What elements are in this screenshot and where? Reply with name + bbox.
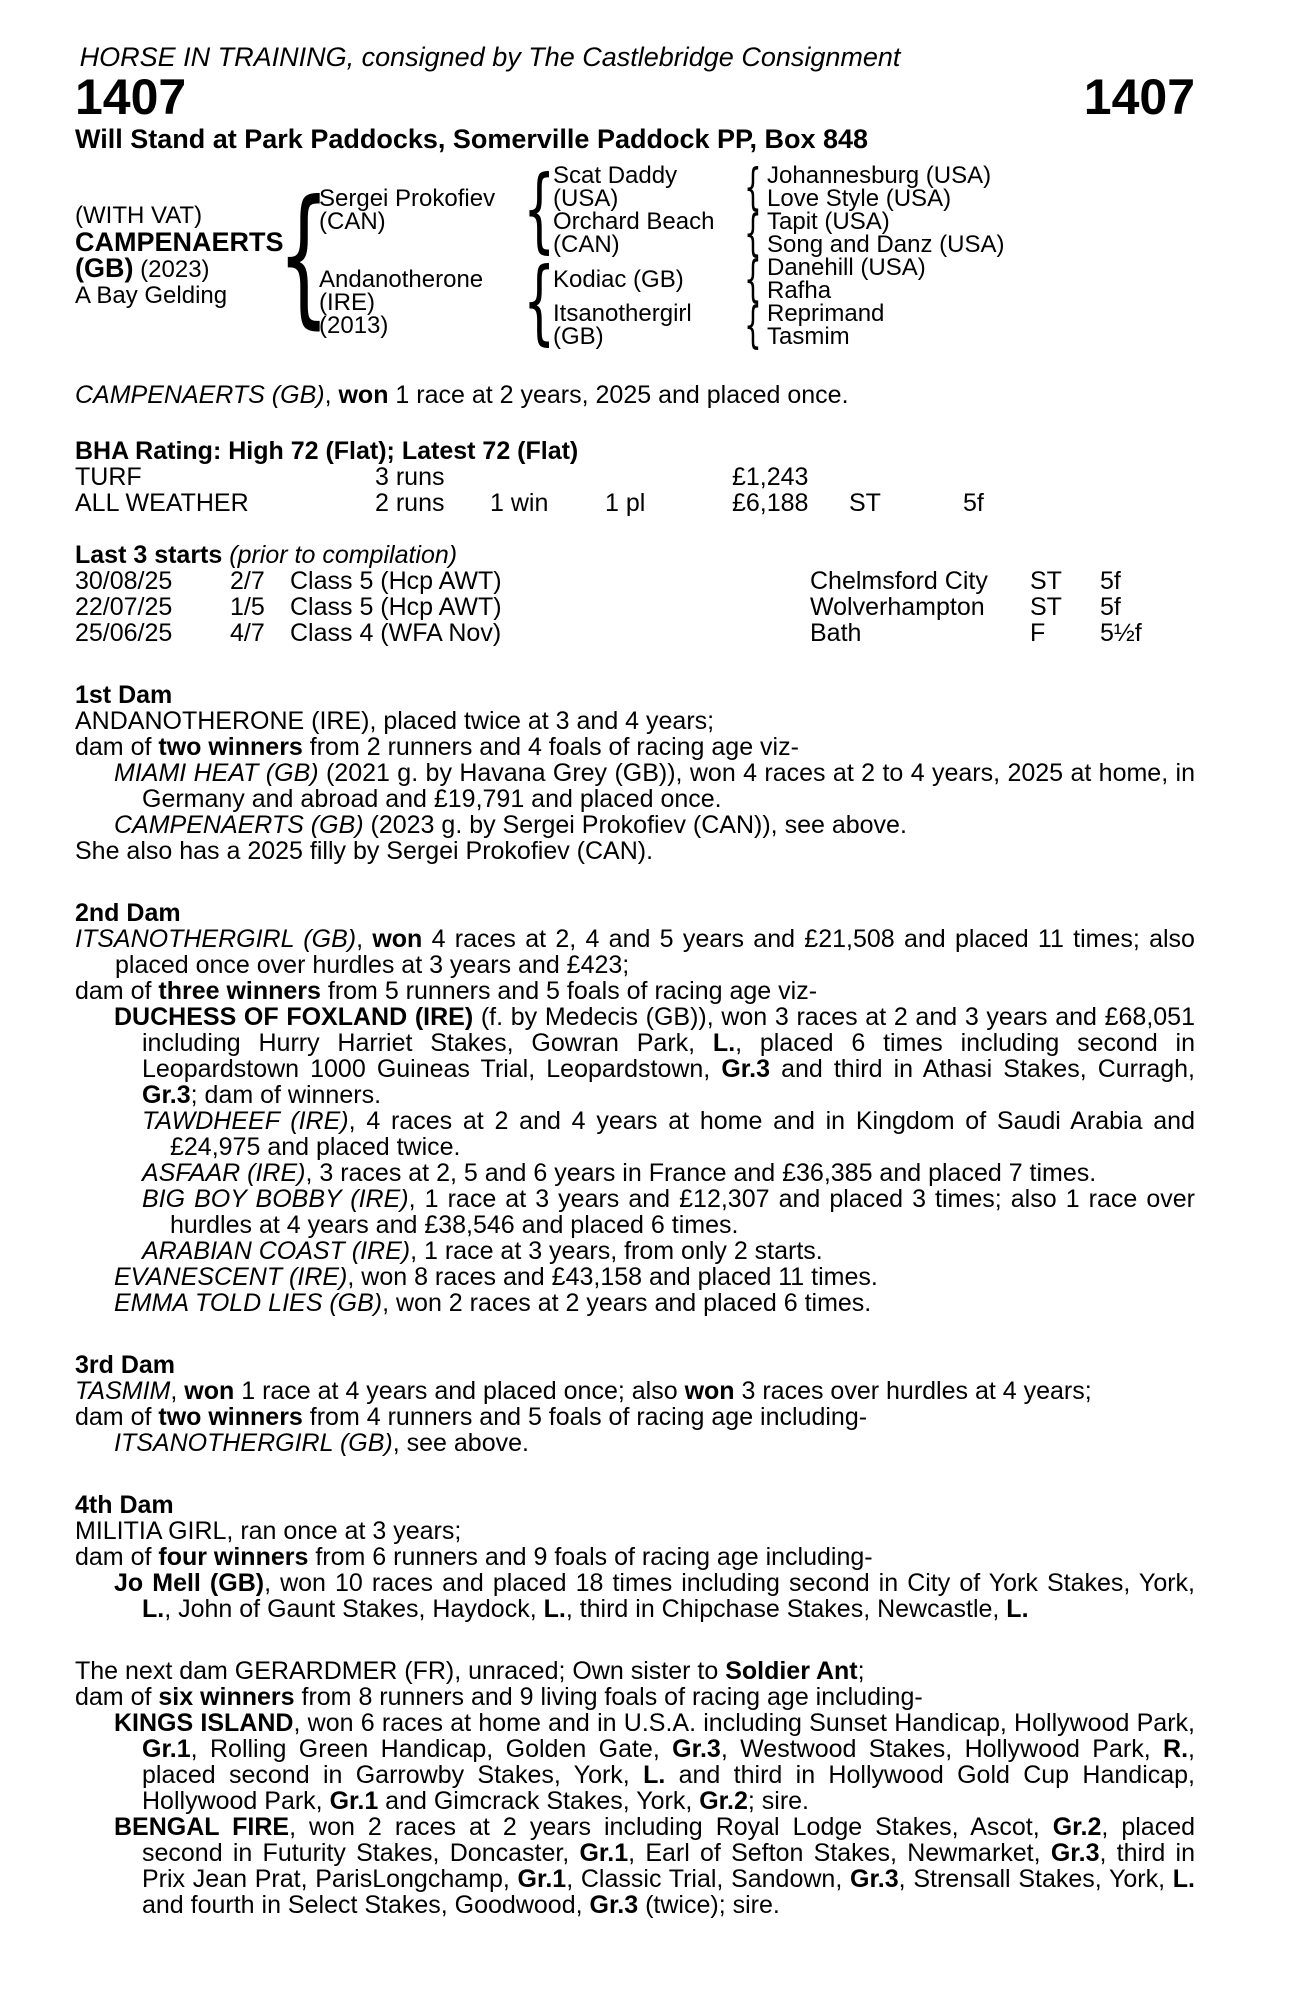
pedigree-brace: { [277,169,331,343]
section-1st-dam [75,682,1195,864]
pedigree-table [75,156,1195,355]
start-surface: ST [1030,593,1062,621]
record-cell [605,464,732,490]
pedigree-sire-sire-dam: Love Style (USA) [767,185,952,212]
start-position: 2/7 [230,567,265,595]
pedigree-dam-dam: Itsanothergirl (GB) [553,300,692,350]
dam-note-line: She also has a 2025 filly by Sergei Prokofiev (CAN). [75,837,654,865]
start-course: Wolverhampton [810,593,985,621]
record-cell: ALL WEATHER [75,489,249,517]
dam-name: Andanotherone (IRE) [319,265,484,316]
dam-record-line: MILITIA GIRL, ran once at 3 years; [75,1517,462,1545]
horse-origin: (GB) [75,253,134,283]
record-cell: ST [849,489,881,517]
entry-tawdheef: TAWDHEEF (IRE), 4 races at 2 and 4 years at home and in Kingdom of Saudi Arabia and £24,975 and placed twice. [142,1107,1195,1161]
pedigree-sire-sire-sire: Johannesburg (USA) [767,162,992,189]
start-distance: 5½f [1100,619,1142,647]
pedigree-dam-sire-dam: Rafha [767,277,832,304]
pedigree-dam-dam-sire: Reprimand [767,300,885,327]
dam-record-line: ITSANOTHERGIRL (GB), won 4 races at 2, 4 and 5 years and £21,508 and placed 11 times; also placed once over hurdles at 3 years and £423; [75,925,1195,979]
lot-number-left: 1407 [75,69,187,125]
dam-produce-line: dam of four winners from 6 runners and 9 foals of racing age including- [75,1543,873,1571]
race-record-table [75,464,1195,516]
entry-duchess-of-foxland: DUCHESS OF FOXLAND (IRE) (f. by Medecis (GB)), won 3 races at 2 and 3 years and £68,051 including Hurry Harriet Stakes, Gowran Park, L., placed 6 times including second in Leopardstown 1000 Guineas Trial, Leopardstown, Gr.3 and third in Athasi Stakes, Curragh, Gr.3; dam of winners. [114,1003,1195,1109]
entry-bengal-fire: BENGAL FIRE, won 2 races at 2 years including Royal Lodge Stakes, Ascot, Gr.2, placed second in Futurity Stakes, Doncaster, Gr.1, Earl of Sefton Stakes, Newmarket, Gr.3, third in Prix Jean Prat, ParisLongchamp, Gr.1, Classic Trial, Sandown, Gr.3, Strensall Stakes, York, L. and fourth in Select Stakes, Goodwood, Gr.3 (twice); sire. [114,1813,1195,1919]
start-position: 4/7 [230,619,265,647]
dam-record-line: TASMIM, won 1 race at 4 years and placed once; also won 3 races over hurdles at 4 years; [75,1377,1092,1405]
pedigree-dam [319,256,525,348]
consignment-line: HORSE IN TRAINING, consigned by The Castlebridge Consignment [79,42,901,72]
record-cell [490,464,605,490]
pedigree-subject [75,164,289,348]
pedigree-brace: { [522,248,556,355]
section-3rd-dam [75,1352,1195,1456]
horse-origin-year [75,255,289,283]
dam-produce-line: dam of two winners from 2 runners and 4 foals of racing age viz- [75,733,799,761]
start-distance: 5f [1100,593,1121,621]
record-cell [963,464,1195,490]
dam-year: (2013) [319,311,389,339]
pedigree-sire-dam: Orchard Beach (CAN) [553,208,715,258]
record-cell: 3 runs [375,463,445,491]
record-cell: TURF [75,463,142,491]
pedigree-sire-dam-dam: Song and Danz (USA) [767,231,1005,258]
section-heading: 1st Dam [75,681,173,709]
stand-location-line: Will Stand at Park Paddocks, Somerville Paddock PP, Box 848 [75,124,869,154]
horse-description: A Bay Gelding [75,282,228,309]
section-heading: 3rd Dam [75,1351,176,1379]
pedigree-brace: { [744,204,762,262]
entry-kings-island: KINGS ISLAND, won 6 races at home and in U.S.A. including Sunset Handicap, Hollywood Park, Gr.1, Rolling Green Handicap, Golden Gate, Gr.3, Westwood Stakes, Hollywood Park, R., placed second in Garrowby Stakes, York, L. and third in Hollywood Gold Cup Handicap, Hollywood Park, Gr.1 and Gimcrack Stakes, York, Gr.2; sire. [114,1709,1195,1815]
pedigree-sire-dam-sire: Tapit (USA) [767,208,890,235]
pedigree-sire-sire: Scat Daddy (USA) [553,162,678,212]
pedigree-brace: { [522,156,556,263]
dam-produce-line: dam of six winners from 8 runners and 9 living foals of racing age including- [75,1683,923,1711]
entry-arabian-coast: ARABIAN COAST (IRE), 1 race at 3 years, from only 2 starts. [142,1237,823,1265]
start-course: Chelmsford City [810,567,988,595]
entry-jo-mell: Jo Mell (GB), won 10 races and placed 18 times including second in City of York Stakes, York, L., John of Gaunt Stakes, Haydock, L., third in Chipchase Stakes, Newcastle, L. [114,1569,1195,1623]
record-cell: 2 runs [375,489,445,517]
entry-evanescent: EVANESCENT (IRE), won 8 races and £43,158 and placed 11 times. [114,1263,878,1291]
dam-produce-line: dam of three winners from 5 runners and 5 foals of racing age viz- [75,977,818,1005]
record-cell: 1 win [490,489,549,517]
entry-itsanothergirl: ITSANOTHERGIRL (GB), see above. [114,1429,529,1457]
record-cell: 1 pl [605,489,646,517]
start-distance: 5f [1100,567,1121,595]
start-surface: ST [1030,567,1062,595]
record-cell [849,464,963,490]
record-cell: £6,188 [732,489,809,517]
section-2nd-dam [75,900,1195,1316]
pedigree-sire [319,164,525,256]
dam-produce-line: dam of two winners from 4 runners and 5 foals of racing age including- [75,1403,868,1431]
sire-name: Sergei Prokofiev (CAN) [319,185,496,235]
pedigree-brace: { [744,296,762,354]
start-class: Class 4 (WFA Nov) [290,619,502,647]
dam-record-line: ANDANOTHERONE (IRE), placed twice at 3 and 4 years; [75,707,715,735]
entry-miami-heat: MIAMI HEAT (GB) (2021 g. by Havana Grey (GB)), won 4 races at 2 to 4 years, 2025 at home, in Germany and abroad and £19,791 and placed once. [114,759,1196,813]
horse-name: CAMPENAERTS [75,227,284,257]
start-course: Bath [810,619,862,647]
last-starts-subtitle: (prior to compilation) [222,541,458,569]
lot-number-row [75,69,1195,125]
bha-rating-line: BHA Rating: High 72 (Flat); Latest 72 (Flat) [75,437,579,465]
next-dam-line: The next dam GERARDMER (FR), unraced; Own sister to Soldier Ant; [75,1657,865,1685]
last-starts-title: Last 3 starts [75,541,223,569]
entry-campenaerts: CAMPENAERTS (GB) (2023 g. by Sergei Prokofiev (CAN)), see above. [114,811,907,839]
pedigree-dam-dam-dam: Tasmim [767,323,850,350]
record-cell: 5f [963,489,984,517]
start-date: 22/07/25 [75,593,173,621]
pedigree-brace: { [744,250,762,308]
start-date: 30/08/25 [75,567,173,595]
horse-year: (2023) [140,256,210,283]
lot-number-right: 1407 [1083,69,1195,125]
entry-big-boy-bobby: BIG BOY BOBBY (IRE), 1 race at 3 years and £12,307 and placed 3 times; also 1 race over hurdles at 4 years and £38,546 and placed 6 times. [142,1185,1195,1239]
pedigree-brace: { [744,158,762,216]
section-next-dam [75,1658,1195,1918]
start-class: Class 5 (Hcp AWT) [290,593,502,621]
last-starts-heading [75,542,1195,568]
start-date: 25/06/25 [75,619,173,647]
section-4th-dam [75,1492,1195,1622]
start-surface: F [1030,619,1046,647]
entry-emma-told-lies: EMMA TOLD LIES (GB), won 2 races at 2 years and placed 6 times. [114,1289,872,1317]
section-heading: 2nd Dam [75,899,181,927]
last-starts-table [75,568,1195,646]
race-summary: CAMPENAERTS (GB), won 1 race at 2 years, 2025 and placed once. [75,381,849,409]
pedigree-dam-sire: Kodiac (GB) [553,265,684,293]
start-class: Class 5 (Hcp AWT) [290,567,502,595]
pedigree-dam-sire-sire: Danehill (USA) [767,254,926,281]
vat-note: (WITH VAT) [75,202,203,229]
record-cell: £1,243 [732,463,809,491]
entry-asfaar: ASFAAR (IRE), 3 races at 2, 5 and 6 years in France and £36,385 and placed 7 times. [142,1159,1097,1187]
section-heading: 4th Dam [75,1491,174,1519]
start-position: 1/5 [230,593,265,621]
